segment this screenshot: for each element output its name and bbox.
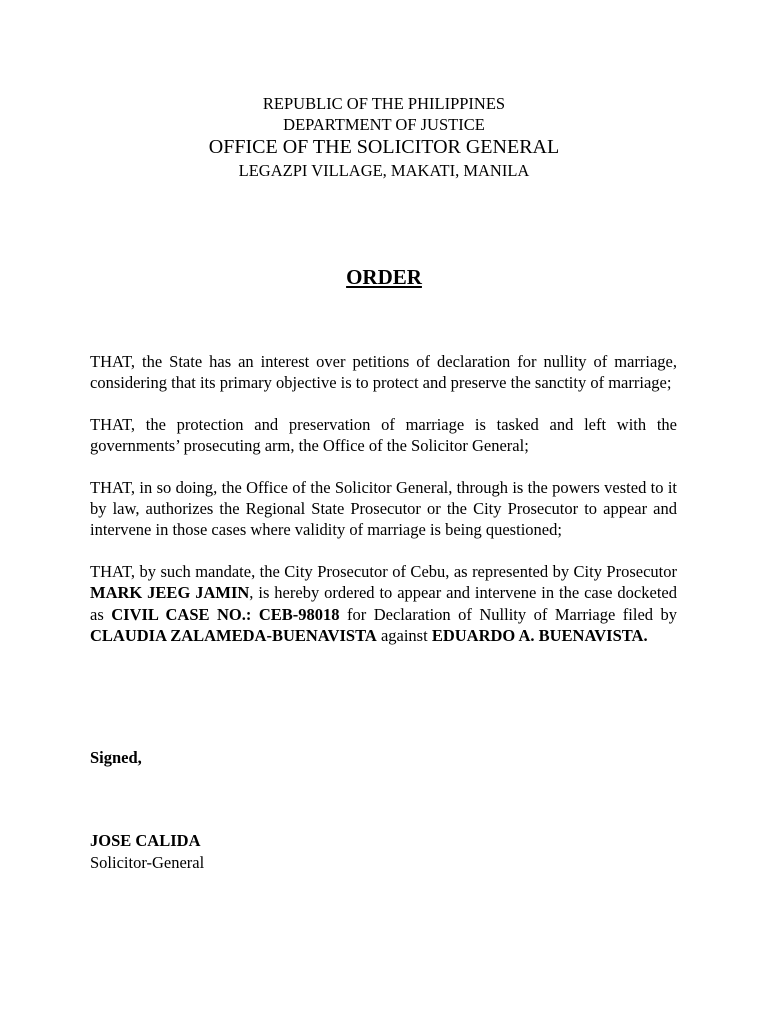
- signatory-title: Solicitor-General: [90, 853, 205, 872]
- letterhead-department: DEPARTMENT OF JUSTICE: [283, 115, 485, 134]
- petitioner-name: CLAUDIA ZALAMEDA-BUENAVISTA: [90, 626, 377, 646]
- signatory-name: JOSE CALIDA: [90, 831, 201, 850]
- respondent-name: EDUARDO A. BUENAVISTA.: [431, 626, 648, 646]
- paragraph-protection: THAT, the protection and preservation of marriage is tasked and left with the governments’ prosecuting arm, the Office of the Solicitor General;: [90, 414, 677, 456]
- letterhead-address: LEGAZPI VILLAGE, MAKATI, MANILA: [238, 161, 530, 180]
- signed-label: Signed,: [90, 748, 142, 767]
- paragraph-authorization: THAT, in so doing, the Office of the Solicitor General, through is the powers vested to it by law, authorizes the Regional State Prosecutor or the City Prosecutor to appear and intervene in those cases where validity of marriage is being questioned;: [90, 477, 677, 540]
- mandate-text-4: against: [376, 626, 432, 646]
- letterhead: [0, 93, 768, 181]
- mandate-text-1: THAT, by such mandate, the City Prosecutor of Cebu, as represented by City Prosecutor: [90, 561, 677, 581]
- paragraph-mandate: [90, 561, 677, 647]
- letterhead-republic: REPUBLIC OF THE PHILIPPINES: [262, 94, 506, 113]
- letterhead-office: OFFICE OF THE SOLICITOR GENERAL: [208, 136, 560, 158]
- mandate-text-3: for Declaration of Nullity of Marriage filed by: [339, 604, 678, 624]
- document-body: [90, 351, 677, 666]
- prosecutor-name: MARK JEEG JAMIN: [90, 583, 250, 603]
- signatory-block: [90, 830, 204, 874]
- document-title: ORDER: [346, 265, 422, 289]
- mandate-text-2: , is hereby ordered to appear and intervene in the case docketed as: [90, 583, 677, 624]
- paragraph-state-interest: THAT, the State has an interest over petitions of declaration for nullity of marriage, considering that its primary objective is to protect and preserve the sanctity of marriage;: [90, 352, 677, 393]
- case-number: CIVIL CASE NO.: CEB-98018: [111, 604, 340, 624]
